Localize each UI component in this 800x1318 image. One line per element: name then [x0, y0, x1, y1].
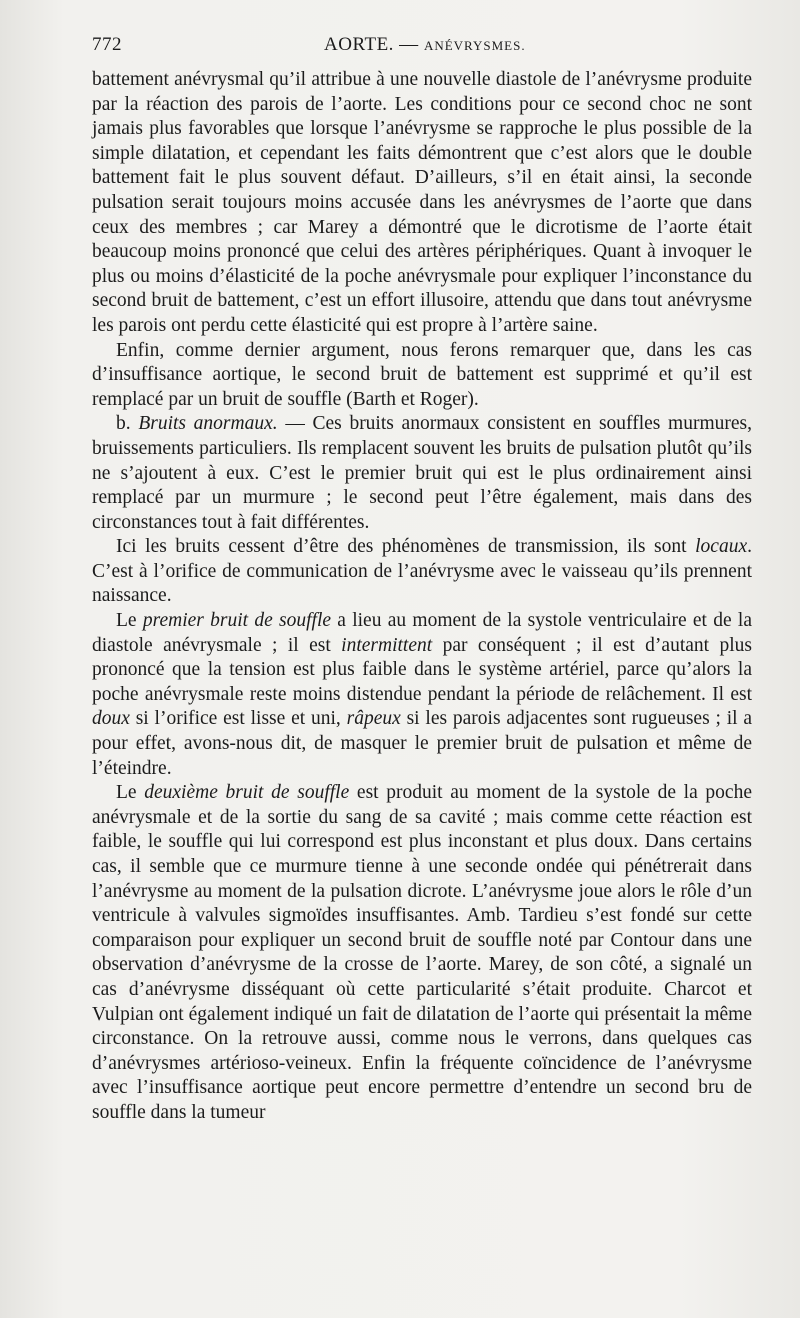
text-run: si les parois adjacentes sont rugueuses ; il a pour effet, avons-nous dit, de masquer le premier bruit de pulsation et même de l’éteindre. [92, 708, 753, 779]
text-run: Le [116, 782, 145, 804]
running-title-sub: ANÉVRYSMES. [423, 38, 526, 53]
paragraph-abnormal-sounds [92, 412, 752, 535]
text-run: a lieu au moment de la systole ventriculaire et de la diastole anévrysmale ; il est [92, 610, 752, 656]
text-run: est produit au moment de la systole de la poche anévrysmale et de la sortie du sang de sa cavité ; mais comme cette réaction est faible, le souffle qui lui correspond est plus inconstant et plus doux. Dans certains cas, il semble que ce murmure tienne à une seconde ondée qui pénétrerait dans l’anévrysme au moment de la pulsation dicrote. L’anévrysme joue alors le rôle d’un ventricule à valvules sigmoïdes insuffisantes. Amb. Tardieu s’est fondé sur cette comparaison pour expliquer un second bruit de souffle noté par Contour dans une observation d’anévrysme de la crosse de l’aorte. Marey, de son côté, a signalé un cas d’anévrysme disséquant où cette particularité s’était produite. Charcot et Vulpian ont également indiqué un fait de dilatation de l’aorte qui présentait la même circonstance. On la retrouve aussi, comme nous le verrons, dans quelques cas d’anévrysmes artérioso-veineux. Enfin la fréquente coïncidence de l’anévrysme avec l’insuffisance aortique peut encore permettre d’entendre un second bru de souffle dans la tumeur [92, 782, 752, 1123]
text-run: par conséquent ; il est d’autant plus prononcé que la tension est plus faible dans le système artériel, parce qu’alors la poche anévrysmale reste moins distendue pendant la période de relâchement. Il est [92, 634, 752, 705]
text-run: . C’est à l’orifice de communication de l’anévrysme avec le vaisseau qu’ils prennent naissance. [92, 536, 752, 607]
emphasis: râpeux [346, 708, 401, 730]
emphasis: doux [92, 708, 130, 730]
page-header [92, 34, 752, 60]
text-run: b. [116, 413, 139, 435]
text-run: — Ces bruits anormaux consistent en souffles murmures, bruissements particuliers. Ils remplacent souvent les bruits de pulsation plutôt qu’ils ne s’ajoutent à eux. C’est le premier bruit qui est le plus ordinairement ainsi remplacé par un murmure ; le second peut l’être également, mais dans des circonstances tout à fait différentes. [92, 413, 752, 533]
body-text [92, 68, 752, 1126]
paragraph-local-sounds [92, 535, 752, 609]
page-number: 772 [92, 34, 122, 55]
running-title-main: AORTE. — [324, 34, 424, 55]
paragraph-second-murmur [92, 781, 752, 1125]
text-run: si l’orifice est lisse et uni, [129, 708, 347, 730]
emphasis: intermittent [341, 634, 433, 656]
text-run: Le [116, 610, 143, 632]
emphasis: locaux [695, 536, 748, 558]
emphasis: deuxième bruit de souffle [144, 782, 350, 804]
text-run: Enfin, comme dernier argument, nous ferons remarquer que, dans les cas d’insuffisance aortique, le second bruit de battement est supprimé et qu’il est remplacé par un bruit de souffle (Barth et Roger). [92, 339, 752, 410]
text-run: Ici les bruits cessent d’être des phénomènes de transmission, ils sont [116, 536, 696, 558]
emphasis: premier bruit de souffle [142, 610, 332, 632]
running-title [324, 34, 526, 56]
text-run: battement anévrysmal qu’il attribue à une nouvelle diastole de l’anévrysme produite par la réaction des parois de l’aorte. Les conditions pour ce second choc ne sont jamais plus favorables que lorsque l’anévrysme se rapproche le plus possible de la simple dilatation, et cependant les faits démontrent que c’est alors que le double battement fait le plus souvent défaut. D’ailleurs, s’il en était ainsi, la seconde pulsation serait toujours moins accusée dans les anévrysmes de l’aorte que dans ceux des membres ; car Marey a démontré que le dicrotisme de l’aorte était beaucoup moins prononcé que celui des artères périphériques. Quant à invoquer le plus ou moins d’élasticité de la poche anévrysmale pour expliquer l’inconstance du second bruit de battement, c’est un effort illusoire, attendu que dans tout anévrysme les parois ont perdu cette élasticité qui est propre à l’artère saine. [92, 69, 752, 336]
paragraph-continued [92, 68, 752, 339]
paragraph-first-murmur [92, 609, 752, 781]
paragraph-final-argument [92, 339, 752, 413]
section-heading: Bruits anormaux. [138, 413, 278, 435]
